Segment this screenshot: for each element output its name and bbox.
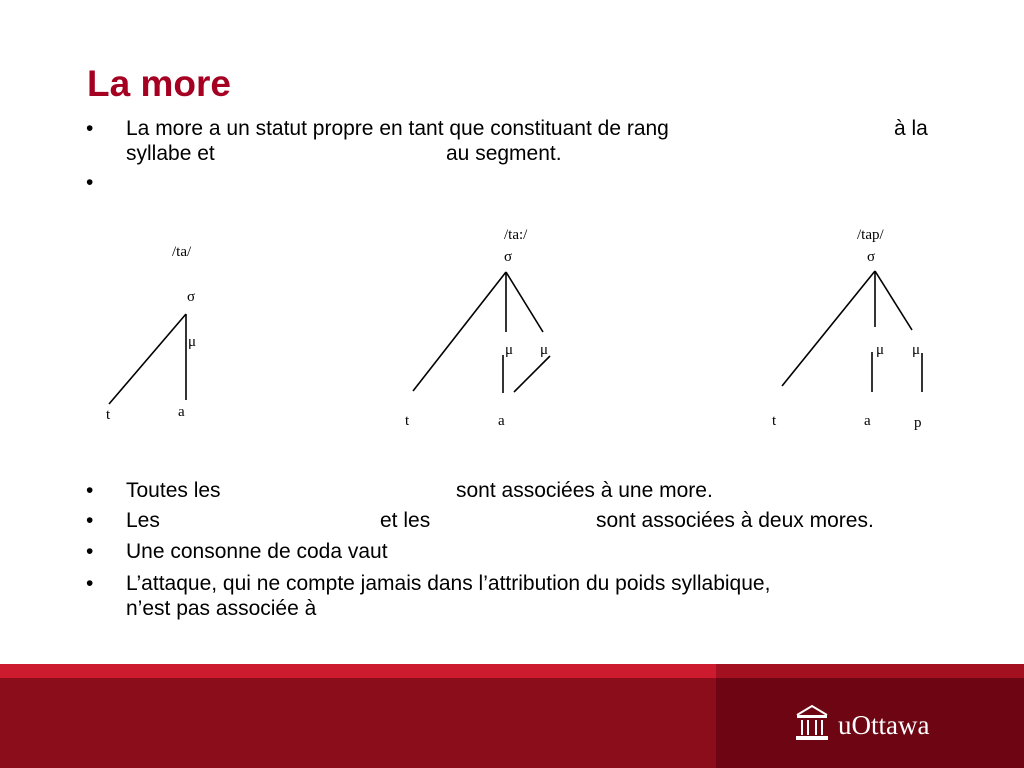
- bullet-text: Toutes les: [126, 479, 221, 502]
- bullet-text: sont associées à une more.: [456, 479, 713, 502]
- bullet-item: [86, 116, 946, 166]
- footer-logo-panel-top: [716, 664, 1024, 678]
- diagram-tap: [782, 271, 922, 392]
- moraic-structure-diagrams: [0, 210, 1024, 440]
- segment-label: p: [914, 415, 922, 431]
- onset-association-line: [782, 271, 875, 386]
- bullet-marker: •: [86, 509, 94, 532]
- segment-label: a: [498, 413, 505, 429]
- diagram-label: /ta/: [172, 244, 192, 260]
- bullet-item: [86, 571, 946, 621]
- slide-title: La more: [87, 63, 231, 104]
- building-icon: [794, 703, 830, 743]
- diagram-ta-long: [413, 272, 550, 393]
- bullet-marker: •: [86, 171, 94, 194]
- bullet-text: syllabe et: [126, 142, 215, 165]
- bullet-text: Les: [126, 509, 160, 532]
- mu-symbol: μ: [876, 342, 885, 358]
- diagram-label: /tap/: [857, 227, 884, 243]
- bullet-text: à la: [894, 117, 928, 140]
- bullet-text: La more a un statut propre en tant que constituant de rang: [126, 117, 669, 140]
- mu-symbol: μ: [540, 342, 549, 358]
- bullet-item: [86, 478, 946, 503]
- segment-label: a: [864, 413, 871, 429]
- bullet-text: Une consonne de coda vaut: [126, 540, 388, 563]
- bullet-text: L’attaque, qui ne compte jamais dans l’attribution du poids syllabique,: [126, 572, 771, 595]
- bullet-item: [86, 170, 126, 195]
- mu-symbol: μ: [188, 334, 197, 350]
- diagram-ta: [109, 314, 186, 404]
- bullet-marker: •: [86, 479, 94, 502]
- bullet-item: [86, 539, 946, 564]
- sigma-symbol: σ: [504, 249, 513, 265]
- bullet-text: sont associées à deux mores.: [596, 509, 874, 532]
- mora-association-line: [875, 271, 912, 330]
- mu-symbol: μ: [505, 342, 514, 358]
- onset-association-line: [413, 272, 506, 391]
- segment-association-line: [514, 356, 550, 392]
- bullet-marker: •: [86, 572, 94, 595]
- segment-label: t: [106, 407, 111, 423]
- mu-symbol: μ: [912, 342, 921, 358]
- segment-label: a: [178, 404, 185, 420]
- mora-association-line: [506, 272, 543, 332]
- bullet-text: et les: [380, 509, 431, 532]
- bullet-marker: •: [86, 540, 94, 563]
- sigma-symbol: σ: [867, 249, 876, 265]
- bullet-marker: •: [86, 117, 94, 140]
- diagram-label: /ta:/: [504, 227, 528, 243]
- segment-label: t: [405, 413, 410, 429]
- segment-label: t: [772, 413, 777, 429]
- sigma-symbol: σ: [187, 289, 196, 305]
- university-logo-text: uOttawa: [838, 710, 930, 740]
- bullet-item: [86, 508, 946, 533]
- onset-association-line: [109, 314, 186, 404]
- bullet-text: n’est pas associée à: [126, 597, 317, 620]
- bullet-text: au segment.: [446, 142, 562, 165]
